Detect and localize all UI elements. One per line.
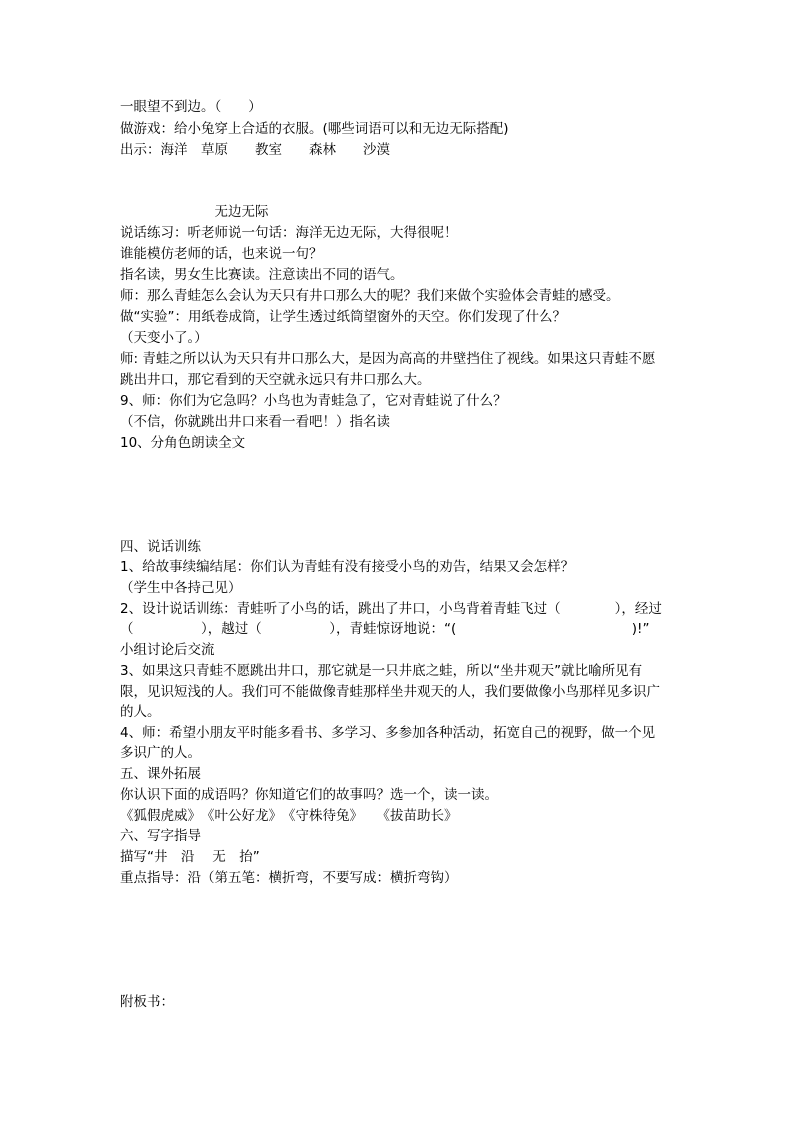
- text-line: 3、如果这只青蛙不愿跳出井口，那它就是一只井底之蛙，所以“坐井观天”就比喻所见有: [120, 663, 643, 679]
- text-line: 无边无际: [120, 204, 269, 220]
- text-line: 的人。: [120, 704, 161, 720]
- text-line: 一眼望不到边。（ ）: [120, 99, 262, 115]
- text-line: 多识广的人。: [120, 745, 201, 761]
- section-heading: 五、课外拓展: [120, 766, 201, 782]
- section-heading: 六、写字指导: [120, 828, 201, 844]
- text-line: 做“实验”：用纸卷成筒，让学生透过纸筒望窗外的天空。你们发现了什么？: [120, 309, 566, 325]
- text-line: 你认识下面的成语吗？你知道它们的故事吗？选一个，读一读。: [120, 787, 498, 803]
- text-line: 描写“井 沿 无 抬”: [120, 849, 260, 865]
- text-line: 重点指导：沿（第五笔：横折弯，不要写成：横折弯钩）: [120, 870, 458, 886]
- text-line: 说话练习：听老师说一句话：海洋无边无际，大得很呢！: [120, 225, 458, 241]
- text-line: 《狐假虎威》 《叶公好龙》 《守株待兔》 《拔苗助长》: [120, 808, 458, 824]
- text-line: 出示：海洋 草原 教室 森林 沙漠: [120, 142, 390, 158]
- text-line: 指名读，男女生比赛读。注意读出不同的语气。: [120, 267, 404, 283]
- text-line: 跳出井口，那它看到的天空就永远只有井口那么大。: [120, 372, 431, 388]
- text-line: 限，见识短浅的人。我们可不能做像青蛙那样坐井观天的人，我们要做像小鸟那样见多识广: [120, 684, 660, 700]
- section-heading: 四、说话训练: [120, 539, 201, 555]
- text-line: 师：那么青蛙怎么会认为天只有井口那么大的呢？我们来做个实验体会青蛙的感受。: [120, 288, 620, 304]
- text-line: 小组讨论后交流: [120, 642, 215, 658]
- text-line: 10、分角色朗读全文: [120, 435, 246, 451]
- text-line: 谁能模仿老师的话，也来说一句？: [120, 246, 323, 262]
- text-line: （不信，你就跳出井口来看一看吧！）指名读: [120, 414, 390, 430]
- text-line: 师: 青蛙之所以认为天只有井口那么大，是因为高高的井壁挡住了视线。如果这只青蛙不愿: [120, 351, 656, 367]
- text-line: 做游戏：给小兔穿上合适的衣服。(哪些词语可以和无边无际搭配): [120, 121, 509, 137]
- text-line: 附板书：: [120, 994, 174, 1010]
- text-line: （天变小了。）: [120, 330, 208, 346]
- text-line: 1、给故事续编结尾：你们认为青蛙有没有接受小鸟的劝告，结果又会怎样？: [120, 559, 575, 575]
- text-line: （ ），越过（ ），青蛙惊讶地说：“( )!”: [120, 621, 650, 637]
- text-line: 4、师：希望小朋友平时能多看书、多学习、多参加各种活动，拓宽自己的视野，做一个见: [120, 725, 656, 741]
- text-line: 2、设计说话训练：青蛙听了小鸟的话，跳出了井口，小鸟背着青蛙飞过（ ），经过: [120, 601, 662, 617]
- text-line: 9、师：你们为它急吗？小鸟也为青蛙急了，它对青蛙说了什么？: [120, 393, 507, 409]
- text-line: （学生中各持己见）: [120, 580, 242, 596]
